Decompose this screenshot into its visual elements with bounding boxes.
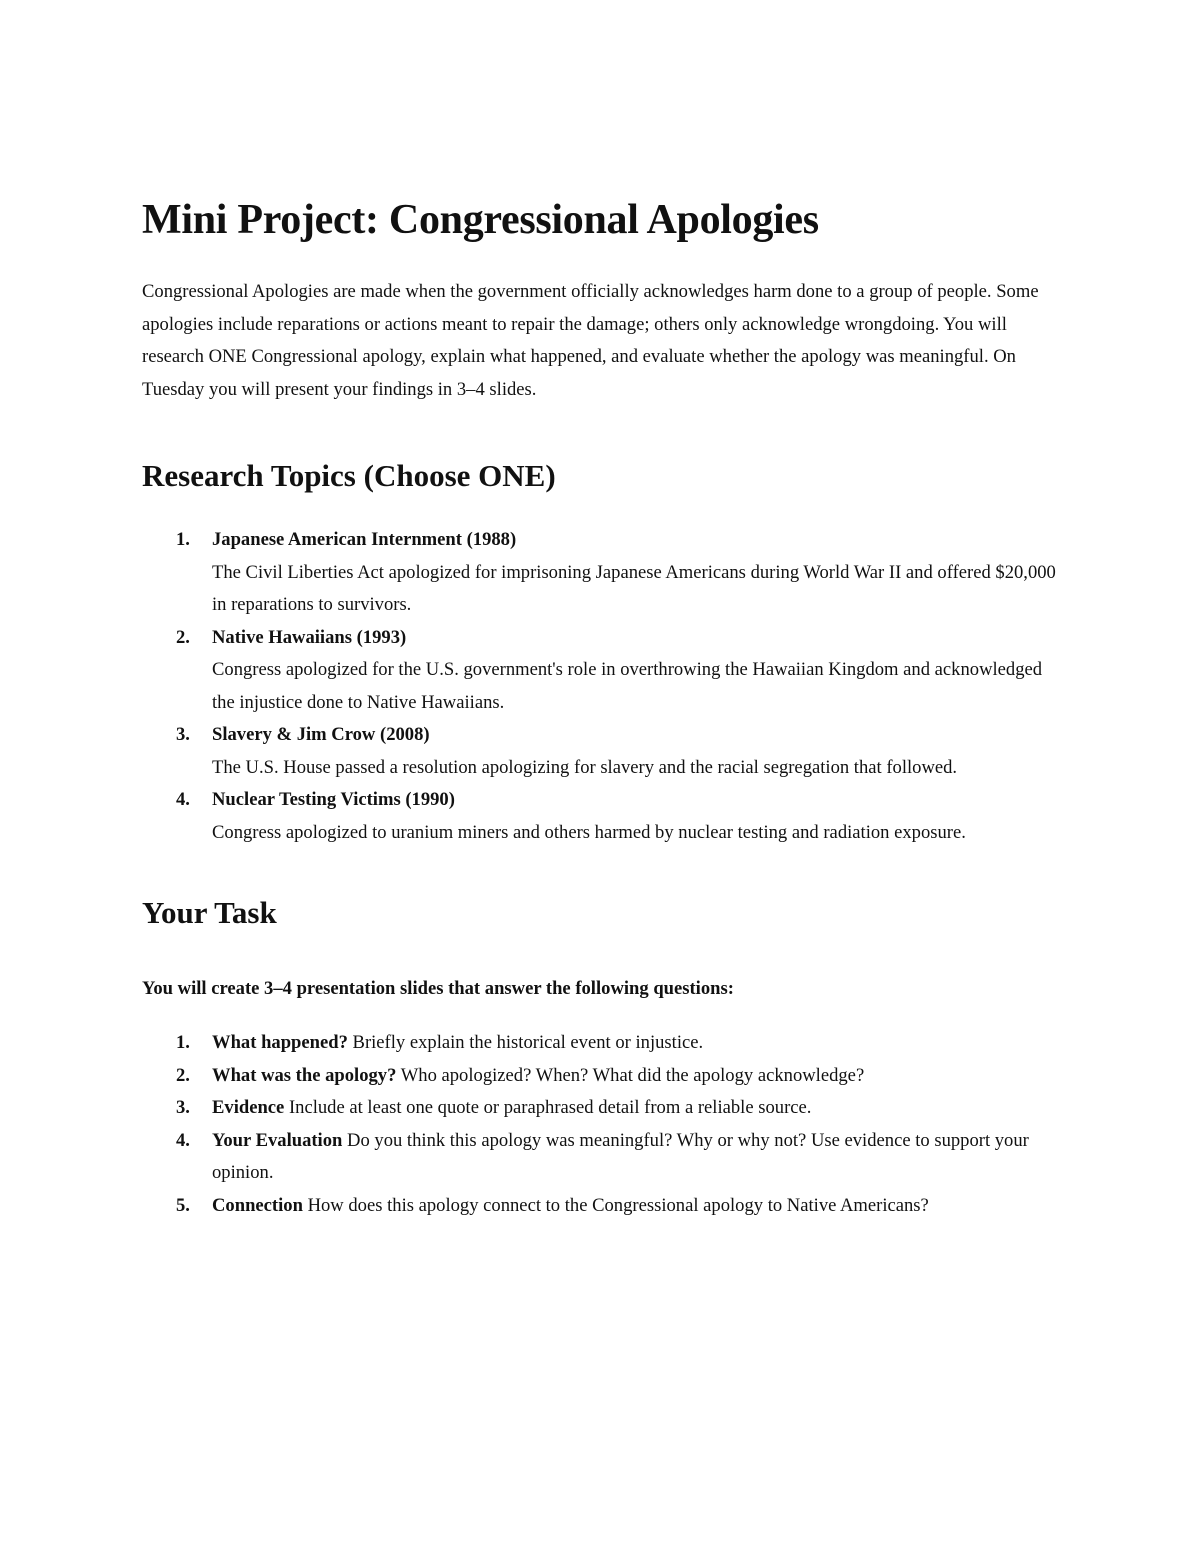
task-questions-list	[142, 1027, 1062, 1222]
task-number: 2.	[176, 1064, 190, 1086]
page-title: Mini Project: Congressional Apologies	[142, 197, 819, 243]
document-page	[142, 192, 1062, 1222]
task-number: 3.	[176, 1097, 190, 1118]
task-item	[142, 1092, 1062, 1125]
topic-item	[142, 622, 1062, 720]
task-item	[142, 1125, 1062, 1190]
task-question-text: Do you think this apology was meaningful? Why or why not? Use evidence to support your opinion.	[212, 1129, 1029, 1183]
task-question-text: Include at least one quote or paraphrased detail from a reliable source.	[284, 1097, 812, 1118]
topic-item	[142, 719, 1062, 784]
topic-number: 3.	[176, 724, 190, 745]
task-number: 4.	[176, 1129, 190, 1151]
topic-item	[142, 524, 1062, 622]
topic-number: 2.	[176, 626, 190, 648]
research-topics-heading: Research Topics (Choose ONE)	[142, 458, 556, 493]
task-lead: You will create 3–4 presentation slides that answer the following questions:	[142, 978, 734, 999]
topic-title: Nuclear Testing Victims (1990)	[212, 789, 455, 810]
your-task-heading: Your Task	[142, 895, 277, 930]
task-item	[142, 1060, 1062, 1093]
intro-paragraph: Congressional Apologies are made when the government officially acknowledges harm done to a group of people. Some apologies include reparations or actions meant to repair the damage; others only acknowledge wrongdoing. You will research ONE Congressional apology, explain what happened, and evaluate whether the apology was meaningful. On Tuesday you will present your findings in 3–4 slides.	[142, 281, 1039, 400]
research-topics-list	[142, 524, 1062, 849]
task-item	[142, 1027, 1062, 1060]
task-question-label: Your Evaluation	[212, 1129, 343, 1151]
topic-title: Native Hawaiians (1993)	[212, 626, 407, 648]
topic-description: Congress apologized to uranium miners and others harmed by nuclear testing and radiation exposure.	[212, 821, 966, 843]
task-question-text: Who apologized? When? What did the apology acknowledge?	[396, 1064, 865, 1086]
task-question-label: What happened?	[212, 1032, 348, 1053]
task-number: 1.	[176, 1032, 190, 1053]
topic-item	[142, 784, 1062, 849]
task-question-text: Briefly explain the historical event or injustice.	[347, 1032, 704, 1053]
topic-number: 1.	[176, 529, 190, 550]
task-question-label: Connection	[212, 1194, 303, 1216]
task-question-label: Evidence	[212, 1097, 285, 1118]
task-question-label: What was the apology?	[212, 1064, 397, 1086]
topic-number: 4.	[176, 789, 190, 810]
task-item	[142, 1190, 1062, 1223]
task-number: 5.	[176, 1194, 190, 1216]
topic-description: The U.S. House passed a resolution apologizing for slavery and the racial segregation that followed.	[212, 756, 958, 778]
topic-description: The Civil Liberties Act apologized for imprisoning Japanese Americans during World War II and offered $20,000 in reparations to survivors.	[212, 561, 1056, 615]
topic-title: Japanese American Internment (1988)	[212, 529, 517, 550]
topic-title: Slavery & Jim Crow (2008)	[212, 724, 430, 745]
topic-description: Congress apologized for the U.S. government's role in overthrowing the Hawaiian Kingdom and acknowledged the injustice done to Native Hawaiians.	[212, 659, 1043, 713]
task-question-text: How does this apology connect to the Congressional apology to Native Americans?	[302, 1194, 929, 1216]
